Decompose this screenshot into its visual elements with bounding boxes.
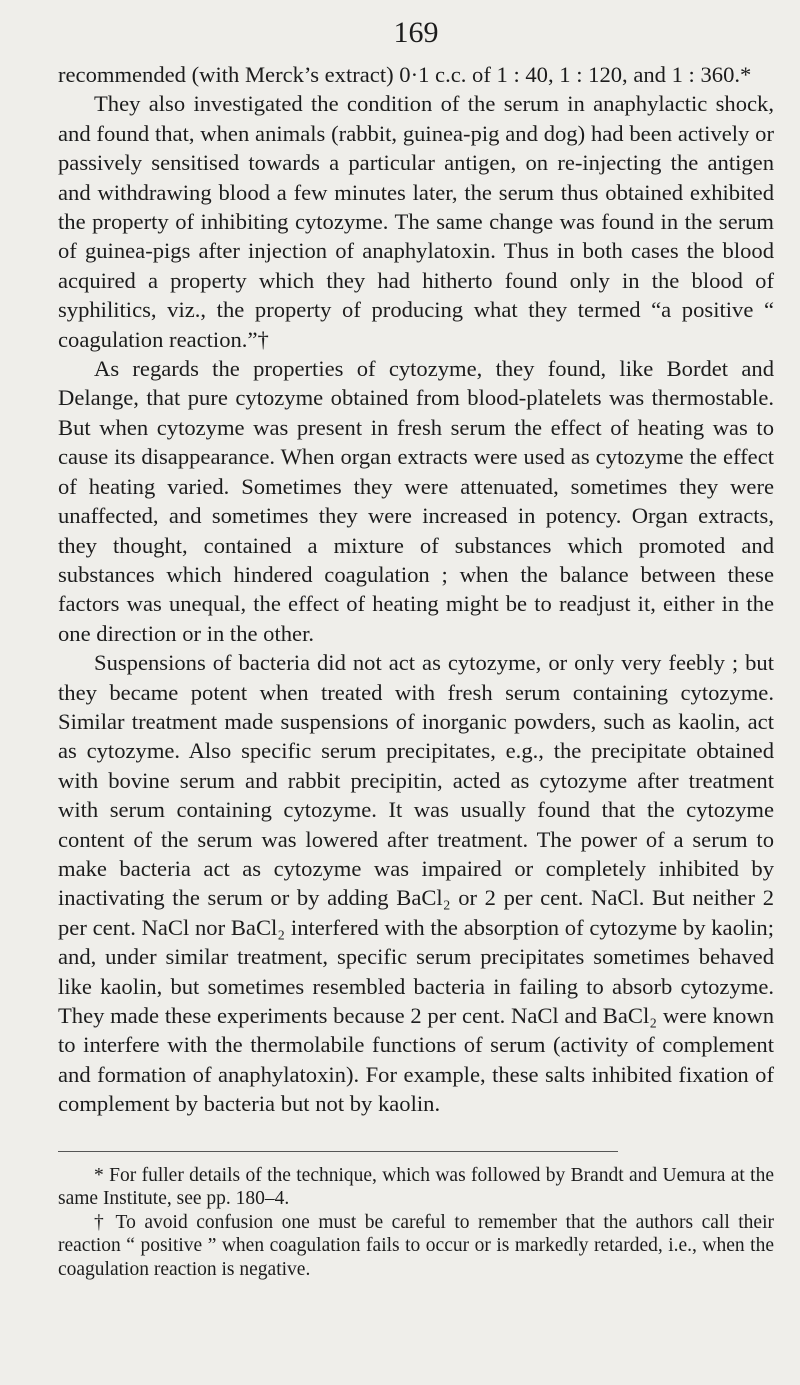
footnotes bbox=[58, 1164, 774, 1282]
paragraph-anaphylactic-shock: They also investigated the condition of the serum in anaphylactic shock, and found that, when animals (rabbit, guinea-pig and dog) had been actively or passively sensitised towards a particular antigen, on re-injecting the antigen and withdrawing blood a few minutes later, the serum thus obtained exhibited the property of inhibiting cytozyme. The same change was found in the serum of guinea-pigs after injection of anaphylatoxin. Thus in both cases the blood acquired a property which they had hitherto found only in the blood of syphilitics, viz., the property of producing what they termed “a positive “ coagulation reaction.”† bbox=[58, 91, 774, 352]
footnote-divider bbox=[58, 1151, 618, 1152]
page-number: 169 bbox=[393, 16, 439, 49]
paragraph-bacteria-suspensions: Suspensions of bacteria did not act as cytozyme, or only very feebly ; but they became potent when treated with fresh serum containing cytozyme. Similar treatment made suspensions of inorganic powders, such as kaolin, act as cytozyme. Also specific serum precipitates, e.g., the precipitate obtained with bovine serum and rabbit precipitin, acted as cytozyme after treatment with serum containing cytozyme. It was usually found that the cytozyme content of the serum was lowered after treatment. The power of a serum to make bacteria act as cytozyme was impaired or completely inhibited by inactivating the serum or by adding BaCl₂ or 2 per cent. NaCl. But neither 2 per cent. NaCl nor BaCl₂ interfered with the absorption of cytozyme by kaolin; and, under similar treatment, specific serum precipitates sometimes behaved like kaolin, but sometimes resembled bacteria in failing to absorb cytozyme. They made these experiments because 2 per cent. NaCl and BaCl₂ were known to interfere with the thermolabile functions of serum (activity of complement and formation of anaphylatoxin). For example, these salts inhibited fixation of complement by bacteria but not by kaolin. bbox=[58, 650, 774, 1117]
book-page bbox=[58, 0, 774, 1281]
footnote-asterisk: * For fuller details of the technique, which was followed by Brandt and Uemura at the same Institute, see pp. 180–4. bbox=[58, 1164, 774, 1210]
body-text bbox=[58, 60, 774, 1119]
paragraph-continued: recommended (with Merck’s extract) 0·1 c.c. of 1 : 40, 1 : 120, and 1 : 360.* bbox=[58, 62, 752, 87]
footnote-dagger: † To avoid confusion one must be careful to remember that the authors call their reaction “ positive ” when coagulation fails to occur or is markedly retarded, i.e., when the coagulation reaction is negative. bbox=[58, 1211, 774, 1280]
paragraph-cytozyme-properties: As regards the properties of cytozyme, they found, like Bordet and Delange, that pure cytozyme obtained from blood-platelets was thermostable. But when cytozyme was present in fresh serum the effect of heating was to cause its disappearance. When organ extracts were used as cytozyme the effect of heating varied. Sometimes they were attenuated, sometimes they were unaffected, and sometimes they were increased in potency. Organ extracts, they thought, contained a mixture of substances which promoted and substances which hindered coagulation ; when the balance between these factors was unequal, the effect of heating might be to readjust it, either in the one direction or in the other. bbox=[58, 356, 774, 646]
